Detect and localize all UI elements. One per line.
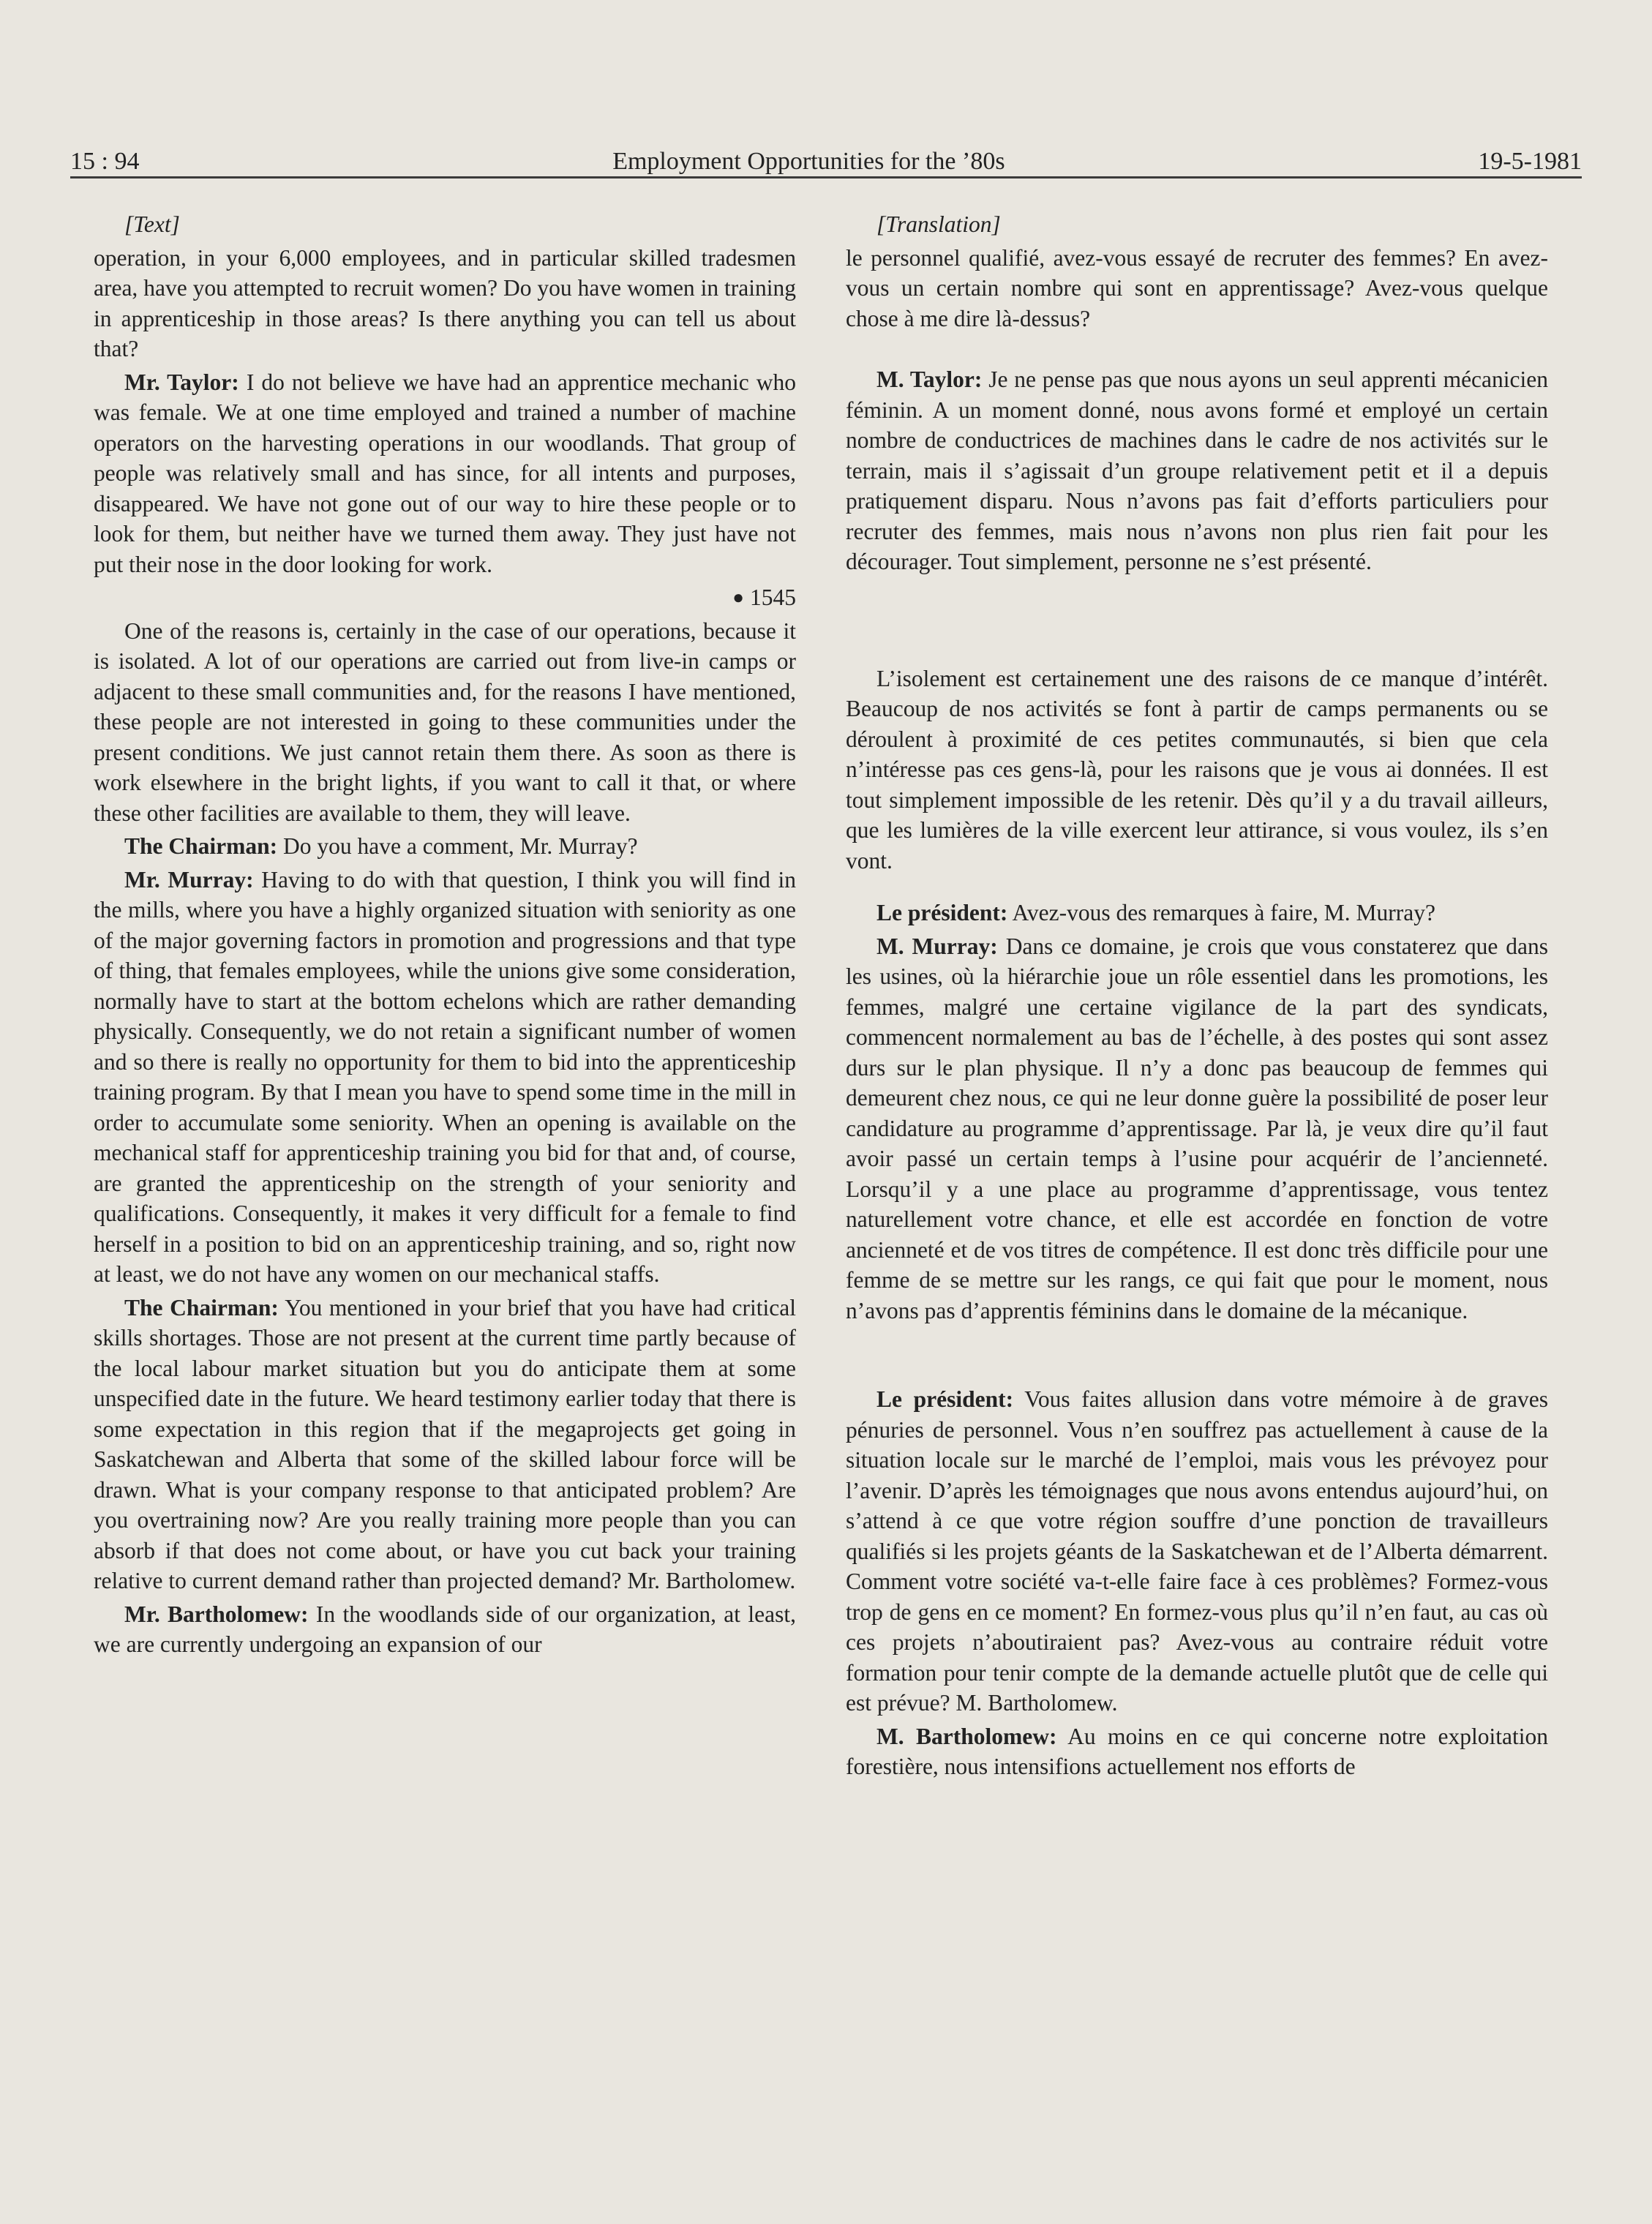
english-column (94, 209, 796, 1660)
running-title: Employment Opportunities for the ’80s (612, 148, 1005, 175)
paragraph: L’isolement est certainement une des raisons de ce manque d’intérêt. Beaucoup de nos activités se font à partir de camps permanents ou se déroulent à proximité de ces petites communautés, si bien que cela n’intéresse pas ces gens-là, pour les raisons que je vous ai données. Il est tout simplement impossible de les retenir. Dès qu’il y a du travail ailleurs, que les lumières de la ville exercent leur attirance, si vous voulez, ils s’en vont. (846, 665, 1548, 874)
paragraph-text: Avez-vous des remarques à faire, M. Murray? (1012, 900, 1435, 925)
paragraph-text: Au moins en ce qui concerne notre exploitation forestière, nous intensifions actuellement nos efforts de (846, 1723, 1548, 1779)
time-marker (94, 582, 796, 613)
page-header (70, 139, 1582, 176)
page-number: 15 : 94 (70, 148, 140, 175)
speaker-name: Le président: (876, 1386, 1014, 1412)
french-column (846, 209, 1548, 1782)
paragraph: le personnel qualifié, avez-vous essayé de recruter des femmes? En avez-vous un certain nombre qui sont en apprentissage? Avez-vous quelque chose à me dire là-dessus? (846, 244, 1548, 331)
speaker-name: M. Murray: (876, 933, 998, 959)
paragraph-text: You mentioned in your brief that you have had critical skills shortages. Those are not present at the current time partly because of the local labour market situation but you do anticipate them at some unspecified date in the future. We heard testimony earlier today that there is some expectation in this region that if the megaprojects get going in Saskatchewan and Alberta that some of the skilled labour force will be drawn. What is your company response to that anticipated problem? Are you overtraining now? Are you really training more people than you can absorb if that does not come about, or have you cut back your training relative to current demand rather than projected demand? Mr. Bartholomew. (94, 1294, 796, 1593)
speaker-name: The Chairman: (124, 1294, 279, 1320)
paragraph (846, 1721, 1548, 1782)
paragraph (94, 865, 796, 1290)
speaker-name: M. Taylor: (876, 367, 983, 392)
speaker-name: Mr. Bartholomew: (124, 1601, 309, 1627)
paragraph-text: In the woodlands side of our organization, at least, we are currently undergoing an expansion of our (94, 1601, 796, 1657)
paragraph-text: Vous faites allusion dans votre mémoire à de graves pénuries de personnel. Vous n’en souffrez pas actuellement à cause de la situation locale sur le marché de l’emploi, mais vous les prévoyez pour l’avenir. D’après les témoignages que nous avons entendus aujourd’hui, on s’attend à ce que votre région souffre d’une ponction de travailleurs qualifiés si les projets géants de la Saskatchewan et de l’Alberta démarrent. Comment votre société va-t-elle faire face à ces problèmes? Formez-vous trop de gens en ce moment? En formez-vous plus qu’il n’en faut, au cas où ces projets n’aboutiraient pas? Avez-vous au contraire réduit votre formation pour tenir compte de la demande actuelle plutôt que de celle qui est prévue? M. Bartholomew. (846, 1386, 1549, 1716)
paragraph: One of the reasons is, certainly in the case of our operations, because it is isolated. A lot of our operations are carried out from live-in camps or adjacent to these small communities and, for the reasons I have mentioned, these people are not interested in going to these communities under the present conditions. We just cannot retain them there. As soon as there is work elsewhere in the bright lights, if you want to call it that, or where these other facilities are available to them, they will leave. (94, 617, 796, 826)
text-tag: [Text] (124, 211, 180, 237)
paragraph (94, 1293, 796, 1596)
paragraph-text: Do you have a comment, Mr. Murray? (283, 833, 638, 859)
paragraph (846, 898, 1548, 928)
speaker-name: Mr. Taylor: (124, 369, 239, 395)
paragraph (846, 1384, 1548, 1718)
speaker-name: The Chairman: (124, 833, 278, 859)
paragraph (94, 367, 796, 580)
translation-tag: [Translation] (876, 211, 1001, 237)
paragraph-text: Dans ce domaine, je crois que vous constaterez que dans les usines, où la hiérarchie joue un rôle essentiel dans les promotions, les femmes, malgré une certaine vigilance de la part des syndicats, commencent normalement au bas de l’échelle, à des postes qui sont assez durs sur le plan physique. Il n’y a donc pas beaucoup de femmes qui demeurent chez nous, ce qui ne leur donne guère la possibilité de poser leur candidature au programme d’apprentissage. Par là, je veux dire qu’il faut avoir passé un certain temps à l’usine pour acquérir de l’ancienneté. Lorsqu’il y a une place au programme d’apprentissage, vous tentez naturellement votre chance, et elle est accordée en fonction de votre ancienneté et de vos titres de compétence. Il est donc très difficile pour une femme de se mettre sur les rangs, ce qui fait que pour le moment, nous n’avons pas d’apprentis féminins dans le domaine de la mécanique. (846, 933, 1548, 1323)
speaker-name: Mr. Murray: (124, 866, 254, 893)
paragraph-text: Having to do with that question, I think you will find in the mills, where you have a highly organized situation with seniority as one of the major governing factors in promotion and progressions and that type of thing, that females employees, while the unions give some consideration, normally have to start at the bottom echelons which are rather demanding physically. Consequently, we do not retain a significant number of women and so there is really no opportunity for them to bid into the apprenticeship training program. By that I mean you have to spend some time in the mill in order to accumulate some seniority. When an opening is available on the mechanical staff for apprenticeship training you bid for that and, of course, are granted the apprenticeship on the strength of your seniority and qualifications. Consequently, it makes it very difficult for a female to find herself in a position to bid on an apprenticeship training, and so, right now at least, we do not have any women on our mechanical staffs. (94, 866, 797, 1287)
page-date: 19-5-1981 (1478, 148, 1582, 175)
speaker-name: M. Bartholomew: (876, 1723, 1057, 1749)
paragraph (846, 931, 1548, 1326)
paragraph (846, 364, 1548, 577)
paragraph: operation, in your 6,000 employees, and in particular skilled tradesmen area, have you attempted to recruit women? Do you have women in training in apprenticeship in those areas? Is there anything you can tell us about that? (94, 244, 796, 361)
bullet-icon: ● (732, 587, 744, 608)
paragraph-text: I do not believe we have had an apprentice mechanic who was female. We at one time employed and trained a number of machine operators on the harvesting operations in our woodlands. That group of people was relatively small and has since, for all intents and purposes, disappeared. We have not gone out of our way to hire these people or to look for them, but neither have we turned them away. They just have not put their nose in the door looking for work. (94, 369, 797, 577)
paragraph (94, 1599, 796, 1660)
header-rule (70, 176, 1582, 179)
paragraph-text: Je ne pense pas que nous ayons un seul apprenti mécanicien féminin. A un moment donné, nous avons formé et employé un certain nombre de conductrices de machines dans le cadre de nos activités sur le terrain, mais il s’agissait d’un groupe relativement petit et il a depuis pratiquement disparu. Nous n’avons pas fait d’efforts particuliers pour recruter des femmes, mais nous n’avons non plus rien fait pour les décourager. Tout simplement, personne ne s’est présenté. (846, 367, 1548, 574)
speaker-name: Le président: (876, 900, 1008, 925)
paragraph (94, 831, 796, 862)
time-value: 1545 (750, 585, 796, 610)
